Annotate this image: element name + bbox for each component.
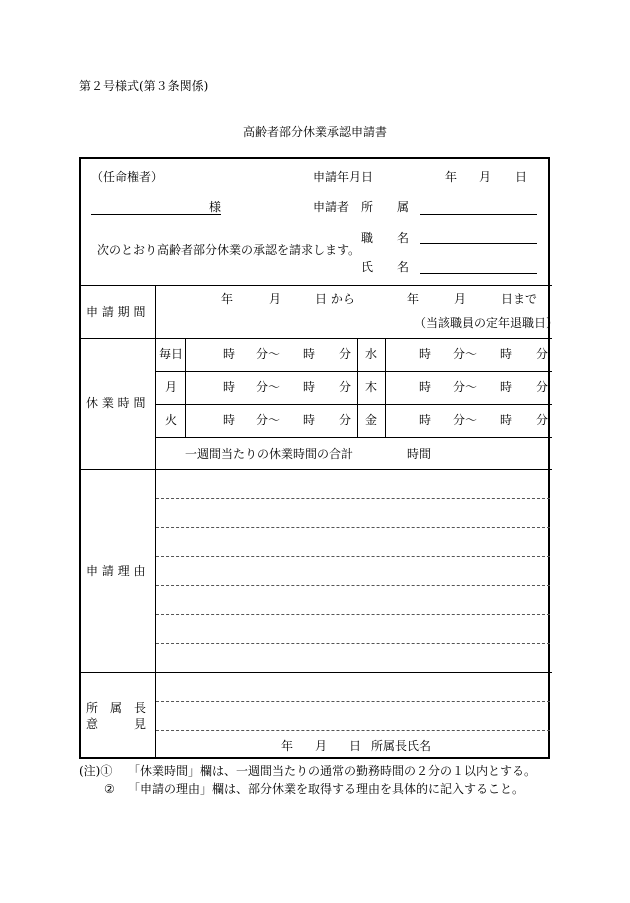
hour-label: 時	[500, 347, 513, 361]
label-column-line	[155, 285, 156, 759]
application-form	[79, 157, 559, 759]
minute-from-label: 分～	[256, 380, 281, 394]
opinion-year: 年	[281, 739, 294, 753]
position-field[interactable]	[420, 243, 537, 244]
name-label-1: 氏	[361, 260, 374, 274]
period-to-year: 年	[407, 292, 420, 306]
period-from-day: 日 から	[315, 292, 355, 306]
name-label-2: 名	[397, 260, 410, 274]
note-2: 「申請の理由」欄は、部分休業を取得する理由を具体的に記入すること。	[128, 782, 525, 796]
reason-line-3[interactable]	[156, 556, 550, 557]
date-label: 申請年月日	[313, 170, 374, 184]
form-number: 第２号様式(第３条関係)	[79, 79, 209, 93]
weekly-total-label: 一週間当たりの休業時間の合計	[185, 447, 354, 461]
opinion-label-1: 所 属 長	[86, 701, 147, 715]
reason-line-1[interactable]	[156, 498, 550, 499]
hour-label: 時	[303, 347, 316, 361]
date-month: 月	[479, 170, 492, 184]
day-col-left	[185, 338, 186, 437]
divider-row3	[155, 437, 552, 438]
minute-label: 分	[339, 413, 352, 427]
name-field[interactable]	[420, 273, 537, 274]
reason-line-6[interactable]	[156, 643, 550, 644]
period-label: 申 請 期 間	[86, 305, 146, 319]
opinion-month: 月	[315, 739, 328, 753]
day-tuesday: 火	[165, 413, 178, 427]
request-text: 次のとおり高齢者部分休業の承認を請求します。	[97, 243, 361, 257]
hour-label: 時	[500, 413, 513, 427]
hour-label: 時	[223, 347, 236, 361]
weekly-total-unit: 時間	[407, 447, 432, 461]
period-to-month: 月	[454, 292, 467, 306]
hour-label: 時	[419, 347, 432, 361]
opinion-label-2: 意 見	[86, 717, 147, 731]
minute-label: 分	[536, 413, 549, 427]
opinion-line-1[interactable]	[156, 701, 550, 702]
hour-label: 時	[223, 380, 236, 394]
note-1: 「休業時間」欄は、一週間当たりの通常の勤務時間の２分の１以内とする。	[128, 764, 537, 778]
period-from-year: 年	[221, 292, 234, 306]
hour-label: 時	[303, 380, 316, 394]
divider-top	[81, 285, 552, 286]
day-everyday: 毎日	[159, 347, 184, 361]
minute-from-label: 分～	[453, 347, 478, 361]
minute-from-label: 分～	[453, 413, 478, 427]
minute-label: 分	[536, 380, 549, 394]
applicant-label: 申請者	[313, 200, 350, 214]
appointer-name-line[interactable]	[91, 214, 221, 215]
minute-from-label: 分～	[256, 347, 281, 361]
affiliation-field[interactable]	[420, 214, 537, 215]
period-note: （当該職員の定年退職日）	[414, 316, 559, 330]
minute-from-label: 分～	[256, 413, 281, 427]
minute-label: 分	[536, 347, 549, 361]
reason-label: 申 請 理 由	[86, 564, 146, 578]
day-friday: 金	[365, 413, 378, 427]
affiliation-label-1: 所	[361, 200, 374, 214]
hour-label: 時	[419, 413, 432, 427]
reason-line-4[interactable]	[156, 585, 550, 586]
minute-from-label: 分～	[453, 380, 478, 394]
hour-label: 時	[223, 413, 236, 427]
opinion-day: 日	[349, 739, 362, 753]
head-name-label: 所属長氏名	[371, 739, 432, 753]
period-to-day: 日まで	[501, 292, 538, 306]
reason-line-5[interactable]	[156, 614, 550, 615]
day-col-mid	[357, 338, 358, 437]
day-thursday: 木	[365, 380, 378, 394]
minute-label: 分	[339, 380, 352, 394]
divider-row2	[155, 404, 552, 405]
date-year: 年	[445, 170, 458, 184]
hour-label: 時	[500, 380, 513, 394]
position-label-2: 名	[397, 231, 410, 245]
sama-label: 様	[209, 200, 222, 214]
minute-label: 分	[339, 347, 352, 361]
day-col-right	[385, 338, 386, 437]
form-title: 高齢者部分休業承認申請書	[242, 125, 387, 139]
divider-period	[81, 338, 552, 339]
period-from-month: 月	[269, 292, 282, 306]
day-wednesday: 水	[365, 347, 378, 361]
hour-label: 時	[303, 413, 316, 427]
divider-hours	[81, 469, 552, 470]
appointer-label: （任命権者）	[91, 170, 164, 184]
hour-label: 時	[419, 380, 432, 394]
affiliation-label-2: 属	[397, 200, 410, 214]
note-1-prefix: (注)①	[79, 764, 113, 778]
hours-label: 休 業 時 間	[86, 396, 146, 410]
divider-reason	[81, 672, 552, 673]
day-monday: 月	[165, 380, 178, 394]
reason-line-2[interactable]	[156, 527, 550, 528]
opinion-line-2[interactable]	[156, 730, 550, 731]
note-2-prefix: ②	[104, 782, 115, 796]
divider-row1	[155, 371, 552, 372]
position-label-1: 職	[361, 231, 374, 245]
date-day: 日	[515, 170, 528, 184]
